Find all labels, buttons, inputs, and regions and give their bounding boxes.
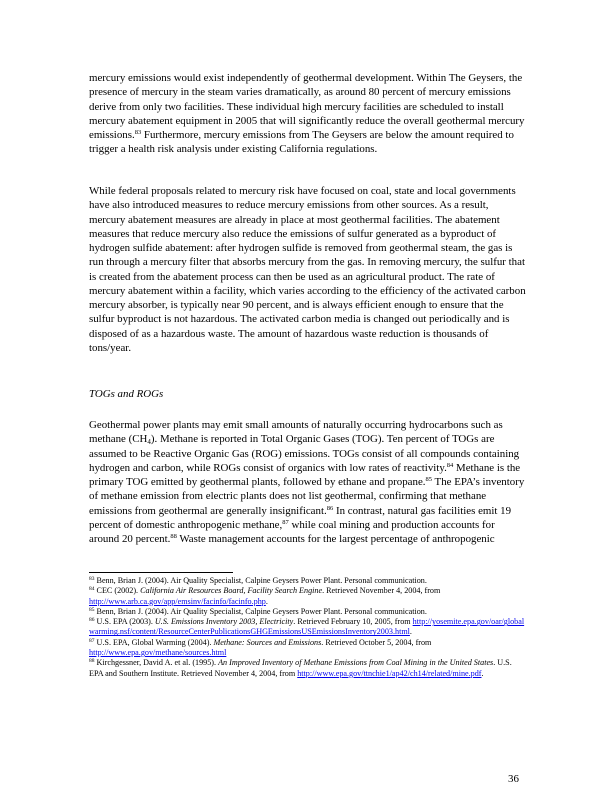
- footnote-87: [89, 638, 525, 659]
- footnote-link[interactable]: http://www.epa.gov/ttnchie1/ap42/ch14/related/mine.pdf: [297, 668, 482, 678]
- paragraph-text: The EPA’s inventory of methane emission from electric plants does not list geothermal, confirming that methane emissions from geothermal are generally insignificant.: [89, 476, 525, 517]
- paragraph-mercury-abatement: While federal proposals related to mercury risk have focused on coal, state and local governments have also introduced measures to reduce mercury emissions from other sources. As a result, mercury abatement measures are already in place at most geothermal facilities. The abatement measures that reduce mercury also reduce the emissions of sulfur generated as a byproduct of hydrogen sulfide abatement: after hydrogen sulfide is removed from geothermal steam, the gas is run through a mercury filter that absorbs mercury from the gas. In removing mercury, the sulfur that is created from the abatement process can then be used as an agricultural product. The rate of mercury abatement within a facility, which varies according to the efficiency of the activated carbon mercury absorber, is typically near 90 percent, and is always efficient enough to ensure that the sulfur byproduct is not hazardous. The activated carbon media is changed out periodically and is disposed of as a hazardous waste. The amount of hazardous waste reduction is thousands of tons/year.: [89, 185, 526, 354]
- footnote-ref-83[interactable]: 83: [134, 129, 142, 136]
- footnote-text: . Retrieved October 5, 2004, from: [321, 637, 432, 647]
- footnote-title: California Air Resources Board, Facility Search Engine: [140, 586, 323, 596]
- paragraph-text: Methane is the primary TOG emitted by geothermal plants, followed by ethane and propane.: [89, 461, 521, 488]
- paragraph-text: Furthermore, mercury emissions from The Geysers are below the amount required to trigger a health risk analysis under existing California regulations.: [89, 129, 514, 156]
- footnote-text: . U.S. EPA and Southern Institute. Retrieved November 4, 2004, from: [89, 658, 512, 678]
- footnote-link[interactable]: http://yosemite.epa.gov/oar/globalwarming.nsf/content/ResourceCenterPublicationsGHGEmissionsUSEmissionsInventory2003.html: [89, 617, 525, 637]
- footnote-text: . Retrieved February 10, 2005, from: [293, 617, 413, 627]
- footnote-text: U.S. EPA, Global Warming (2004).: [94, 637, 214, 647]
- footnote-text: Benn, Brian J. (2004). Air Quality Specialist, Calpine Geysers Power Plant. Personal communication.: [94, 576, 427, 585]
- paragraph-text: In contrast, natural gas facilities emit 19 percent of domestic anthropogenic methane,: [89, 504, 512, 531]
- footnote-text: .: [409, 627, 412, 637]
- page-number: 36: [508, 773, 519, 785]
- footnote-ref-86[interactable]: 86: [326, 504, 334, 512]
- footnote-ref-85[interactable]: 85: [425, 476, 433, 483]
- paragraph-togs-rogs: [89, 418, 526, 546]
- footnote-text: .: [265, 596, 268, 606]
- footnotes: [89, 576, 525, 679]
- paragraph-text: mercury emissions would exist independently of geothermal development. Within The Geysers, the presence of mercury in the steam varies dramatically, as around 80 percent of mercury emissions derive from only two facilities. These individual high mercury facilities are scheduled to install mercury abatement equipment in 2005 that will significantly reduce the overall geothermal mercury emissions.: [89, 72, 525, 141]
- footnote-86: [89, 617, 525, 638]
- footnote-ref-87[interactable]: 87: [282, 518, 289, 526]
- footnote-number: 88: [89, 658, 95, 665]
- footnote-link[interactable]: http://www.arb.ca.gov/app/emsinv/facinfo/facinfo.php: [89, 596, 266, 606]
- footnote-text: . Retrieved November 4, 2004, from: [322, 586, 441, 596]
- subscript: 4: [147, 438, 151, 447]
- footnote-number: 84: [89, 586, 95, 593]
- footnote-number: 87: [89, 637, 95, 644]
- footnote-text: .: [481, 668, 484, 678]
- footnote-83: [89, 576, 525, 586]
- footnote-number: 86: [89, 617, 95, 624]
- paragraph-text: ). Methane is reported in Total Organic Gases (TOG). Ten percent of TOGs are assumed to be Reactive Organic Gas (ROG) emissions. TOGs consist of all compounds containing hydrogen and carbon, while ROGs consist of organics with low rates of reactivity.: [89, 433, 520, 474]
- footnote-85: [89, 607, 525, 617]
- paragraph-text: Waste management accounts for the largest percentage of anthropogenic: [176, 533, 495, 545]
- footnote-text: CEC (2002).: [94, 586, 141, 596]
- footnote-number: 85: [89, 606, 95, 613]
- footnote-text: Benn, Brian J. (2004). Air Quality Specialist, Calpine Geysers Power Plant. Personal communication.: [94, 606, 427, 616]
- footnote-link[interactable]: http://www.epa.gov/methane/sources.html: [89, 648, 227, 658]
- footnote-88: [89, 658, 525, 679]
- paragraph-mercury-geysers: [89, 71, 526, 157]
- footnote-number: 83: [89, 576, 95, 582]
- footnote-divider: [89, 572, 233, 573]
- footnote-ref-88[interactable]: 88: [170, 533, 177, 540]
- footnote-title: An Improved Inventory of Methane Emissions from Coal Mining in the United States: [218, 658, 494, 668]
- paragraph-text: Geothermal power plants may emit small amounts of naturally occurring hydrocarbons such as methane (CH: [89, 419, 503, 446]
- footnote-ref-84[interactable]: 84: [446, 461, 454, 469]
- footnote-title: Methane: Sources and Emissions: [213, 637, 322, 647]
- paragraph-text: while coal mining and production accounts for around 20 percent.: [89, 518, 495, 545]
- footnote-title: U.S. Emissions Inventory 2003, Electricity: [154, 617, 294, 627]
- footnote-84: [89, 586, 525, 607]
- section-heading-togs-rogs: TOGs and ROGs: [89, 388, 164, 400]
- footnote-text: Kirchgessner, David A. et al. (1995).: [94, 658, 219, 668]
- footnote-text: U.S. EPA (2003).: [94, 617, 155, 627]
